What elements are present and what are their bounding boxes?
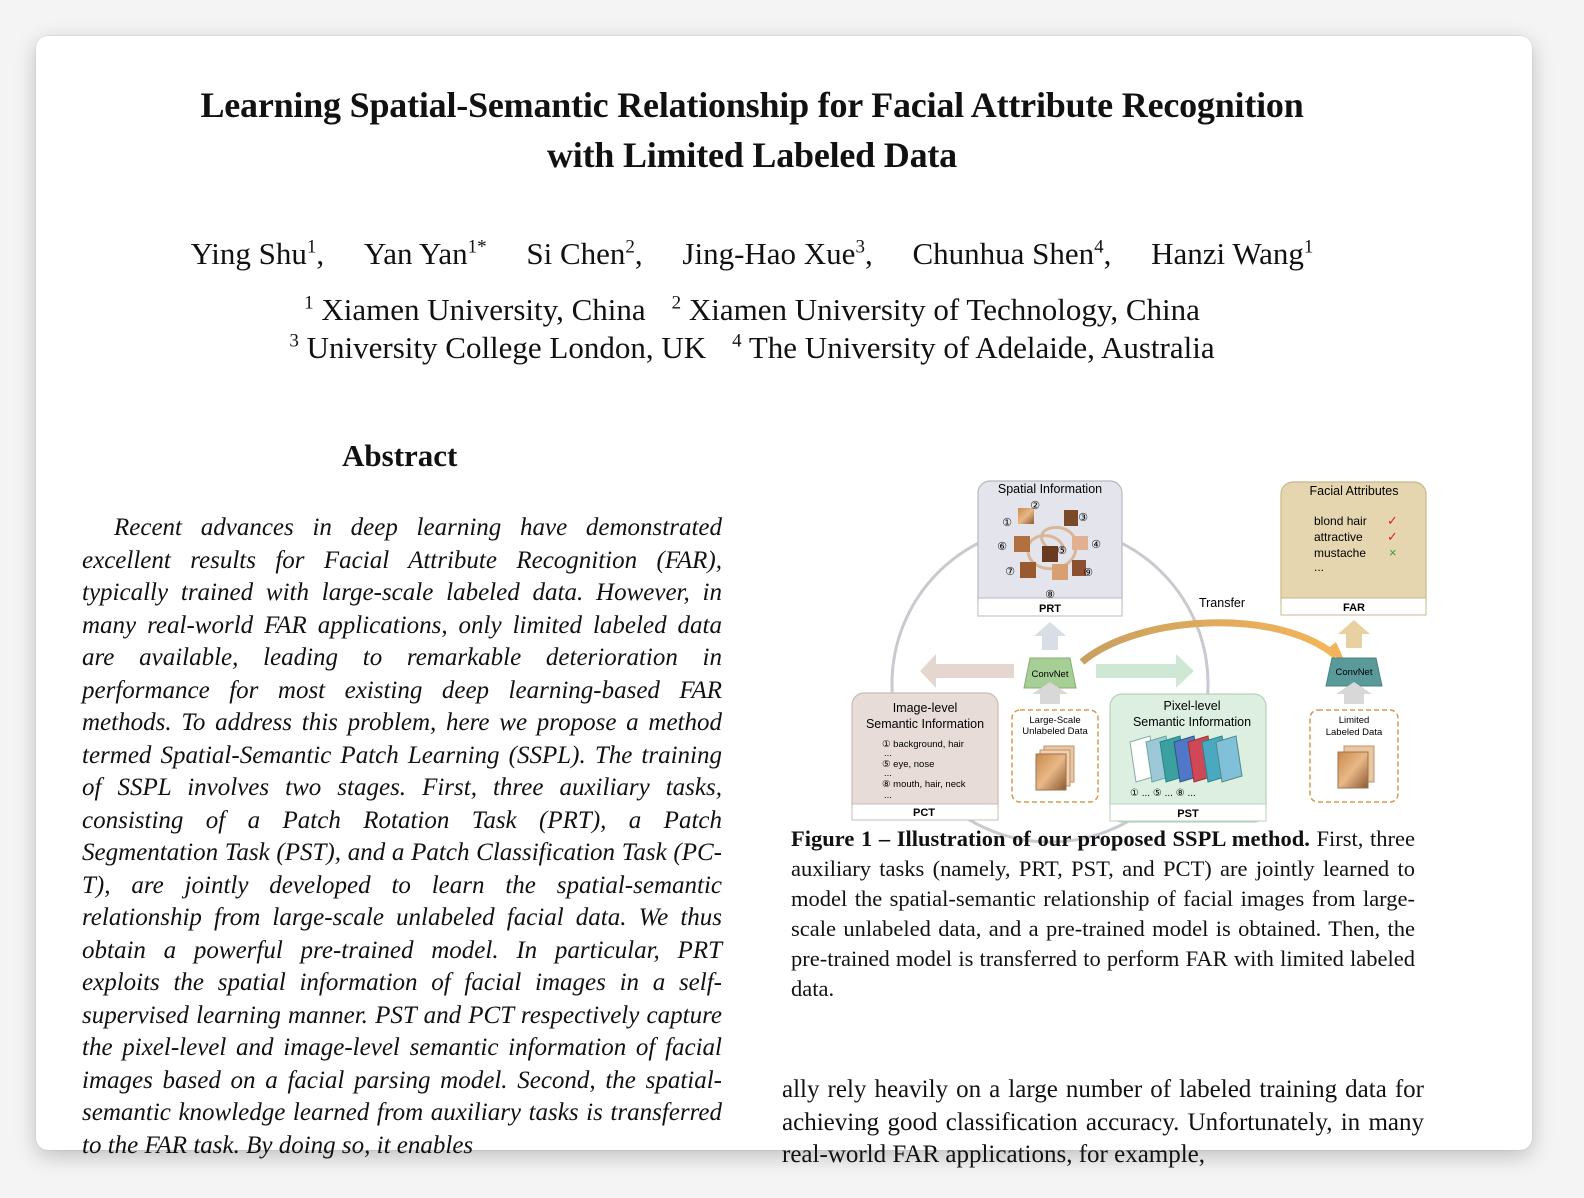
attribute-name: attractive <box>1314 530 1363 544</box>
spatial-info-title: Spatial Information <box>997 482 1103 496</box>
unlabeled-subtitle: Unlabeled Data <box>1022 726 1088 737</box>
arrow-up-icon <box>1338 620 1370 648</box>
unlabeled-title: Large-Scale <box>1029 715 1081 726</box>
face-thumbnail <box>1036 754 1066 790</box>
face-thumbnail <box>1338 752 1368 788</box>
arrow-left-icon <box>920 654 1014 688</box>
patch <box>1042 546 1058 562</box>
pixel-level-subtitle: Semantic Information <box>1132 715 1252 729</box>
pct-item: ... <box>884 748 892 759</box>
figure-caption <box>791 824 1415 1004</box>
image-level-subtitle: Semantic Information <box>865 717 985 731</box>
affiliation: Xiamen University of Technology, China <box>688 292 1200 327</box>
body-text-right: ally rely heavily on a large number of labeled training data for achieving good classification accuracy. Unfortunately, in many real-world FAR applications, for example, <box>782 1076 1424 1168</box>
patch <box>1072 536 1088 550</box>
author: Hanzi Wang$^1$ <box>1151 236 1314 271</box>
patch-number: ⑨ <box>1083 567 1093 579</box>
patch-number: ② <box>1030 500 1040 512</box>
author: Jing-Hao Xue$^3$, <box>682 236 873 271</box>
patch-number: ① <box>1002 517 1012 529</box>
patch-number: ④ <box>1091 539 1101 551</box>
patch-number: ③ <box>1078 512 1088 524</box>
check-icon: ✓ <box>1387 529 1398 544</box>
author: Chunhua Shen$^4$, <box>912 236 1112 271</box>
pct-item: ... <box>884 790 892 801</box>
pct-box <box>852 693 998 820</box>
convnet-label-right: ConvNet <box>1335 667 1373 678</box>
paper-title-line2: with Limited Labeled Data <box>546 135 957 175</box>
attribute-name: mustache <box>1314 546 1367 560</box>
abstract-heading: Abstract <box>342 438 458 473</box>
pct-label: PCT <box>913 807 935 819</box>
author: Ying Shu$^1$, <box>190 236 325 271</box>
far-box <box>1281 482 1426 615</box>
pct-item: ... <box>884 768 892 779</box>
pct-item: ⑤ eye, nose <box>882 759 935 770</box>
pst-box <box>1110 694 1266 822</box>
convnet-label: ConvNet <box>1031 669 1069 680</box>
caption-title: Figure 1 – Illustration of our proposed SSPL method. <box>791 826 1310 851</box>
transfer-label: Transfer <box>1198 596 1246 610</box>
pct-item: ① background, hair <box>882 739 964 750</box>
patch-number: ⑦ <box>1005 566 1015 578</box>
affiliation-line: $^1$ Xiamen University, China $^2$ Xiamen University of Technology, China <box>304 292 1200 327</box>
affiliation: The University of Adelaide, Australia <box>748 330 1215 365</box>
arrow-right-icon <box>1096 654 1194 688</box>
attribute-more: ... <box>1314 560 1325 574</box>
limited-title: Limited <box>1338 715 1370 726</box>
arrow-up-icon <box>1034 622 1066 650</box>
patch <box>1064 510 1078 526</box>
prt-label: PRT <box>1039 603 1061 615</box>
patch-number: ⑧ <box>1045 589 1055 601</box>
author: Si Chen$^2$, <box>526 236 643 271</box>
transfer-arrow <box>1082 623 1336 662</box>
affiliation: University College London, UK <box>306 330 707 365</box>
abstract-text: Recent advances in deep learning have demonstrated excellent results for Facial Attribute Recognition (FAR), typically trained with large-scale labeled data. However, in many real-world FAR applications, only limited labeled data are available, leading to remarkable deterioration in performance for most existing deep learning-based FAR methods. To address this problem, here we propose a method termed Spatial-Semantic Patch Learning (SSPL). The training of SSPL involves two stages. First, three auxiliary tasks, consisting of a Patch Rotation Task (PRT), a Patch Segmentation Task (PST), and a Patch Classification Task (PC-T), are jointly developed to learn the spatial-semantic relationship from large-scale unlabeled facial data. We thus obtain a powerful pre-trained model. In particular, PRT exploits the spatial information of facial images in a self-supervised learning manner. PST and PCT respectively capture the pixel-level and image-level semantic information of facial images based on a facial parsing model. Second, the spatial-semantic knowledge learned from auxiliary tasks is transferred to the FAR task. By doing so, it enables <box>82 514 722 1159</box>
unlabeled-data-box <box>1012 710 1098 802</box>
figure-1-diagram <box>806 436 1406 820</box>
pct-item: ⑧ mouth, hair, neck <box>882 779 966 790</box>
image-level-title: Image-level <box>892 701 958 715</box>
patch-number: ⑤ <box>1057 545 1067 557</box>
author: Yan Yan$^{1*}$ <box>363 236 487 271</box>
paper-page <box>36 36 1532 1168</box>
pst-index-labels: ① ... ⑤ ... ⑧ ... <box>1130 788 1196 799</box>
author-list <box>36 236 1468 272</box>
prt-box <box>978 481 1122 616</box>
pixel-level-title: Pixel-level <box>1163 699 1221 713</box>
patch <box>1014 536 1030 552</box>
patch <box>1020 562 1036 578</box>
limited-subtitle: Labeled Data <box>1325 727 1383 738</box>
patch <box>1052 564 1068 580</box>
far-label: FAR <box>1343 602 1365 614</box>
pst-label: PST <box>1177 808 1199 820</box>
paper-title-line1: Learning Spatial-Semantic Relationship for Facial Attribute Recognition <box>200 85 1304 125</box>
check-icon: ✓ <box>1387 513 1398 528</box>
cross-icon: × <box>1389 545 1397 560</box>
affiliation-line: $^3$ University College London, UK $^4$ The University of Adelaide, Australia <box>289 330 1215 365</box>
attribute-name: blond hair <box>1314 514 1367 528</box>
caption-text: First, three auxiliary tasks (namely, PRT, PST, and PCT) are jointly learned to model the spatial-semantic relationship of facial images from large-scale unlabeled data, and a pre-trained model is obtained. Then, the pre-trained model is transferred to perform FAR with limited labeled data. <box>791 826 1416 1001</box>
patch-number: ⑥ <box>997 541 1007 553</box>
affiliation: Xiamen University, China <box>321 292 646 327</box>
limited-data-box <box>1310 710 1398 802</box>
facial-attr-title: Facial Attributes <box>1309 484 1399 498</box>
